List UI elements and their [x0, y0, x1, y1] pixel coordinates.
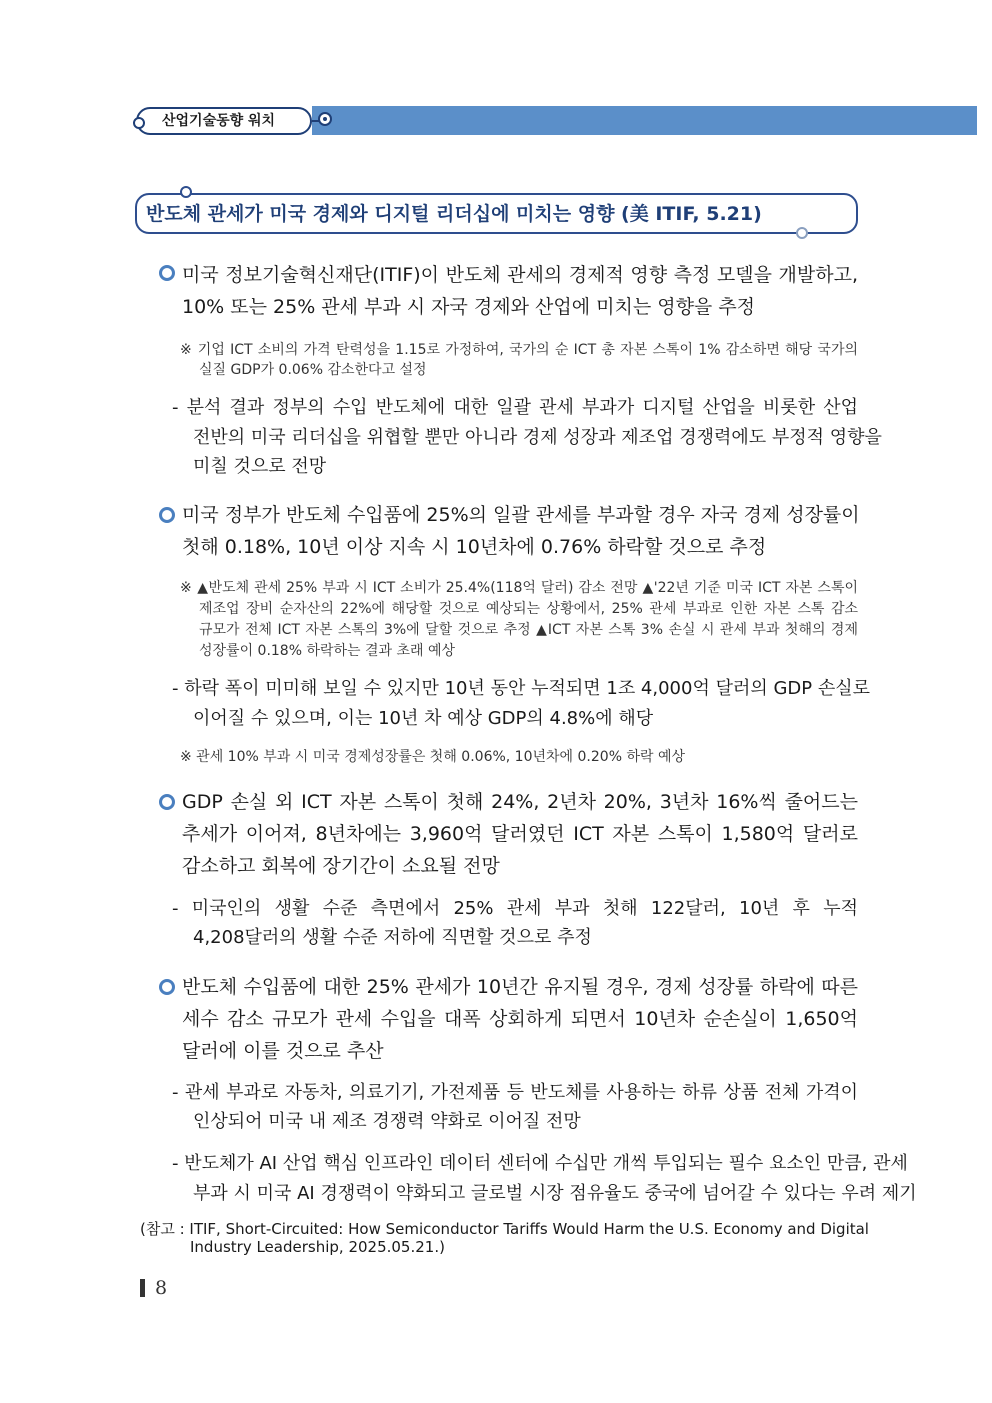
title-dot-top-icon — [180, 186, 192, 198]
page-marker — [140, 1279, 145, 1297]
note-line: ※ 기업 ICT 소비의 가격 탄력성을 1.15로 가정하여, 국가의 순 ICT 총 자본 스톡이 1% 감소하면 해당 국가의 — [180, 342, 858, 358]
sub-line: 미칠 것으로 전망 — [193, 456, 327, 477]
reference-line: (참고 : ITIF, Short-Circuited: How Semiconductor Tariffs Would Harm the U.S. Economy and Digital — [140, 1220, 869, 1238]
sub-line: - 미국인의 생활 수준 측면에서 25% 관세 부과 첫해 122달러, 10년 후 누적 — [172, 898, 858, 919]
note-line: 규모가 전체 ICT 자본 스톡의 3%에 달할 것으로 추정 ▲ICT 자본 스톡 3% 손실 시 관세 부과 첫해의 경제 — [199, 622, 858, 638]
note-line: ※ 관세 10% 부과 시 미국 경제성장률은 첫해 0.06%, 10년차에 0.20% 하락 예상 — [180, 749, 685, 765]
bullet-icon — [159, 507, 175, 523]
section-label — [136, 107, 312, 135]
main-text-line: 미국 정부가 반도체 수입품에 25%의 일괄 관세를 부과할 경우 자국 경제 성장률이 — [182, 504, 860, 526]
sub-line: 부과 시 미국 AI 경쟁력이 약화되고 글로벌 시장 점유율도 중국에 넘어갈 수 있다는 우려 제기 — [193, 1183, 917, 1204]
reference-line: Industry Leadership, 2025.05.21.) — [190, 1238, 445, 1256]
main-text-line: 첫해 0.18%, 10년 이상 지속 시 10년차에 0.76% 하락할 것으로 추정 — [182, 536, 767, 558]
sub-line: - 분석 결과 정부의 수입 반도체에 대한 일괄 관세 부과가 디지털 산업을 비롯한 산업 — [172, 397, 858, 418]
sub-line: 4,208달러의 생활 수준 저하에 직면할 것으로 추정 — [193, 927, 592, 948]
main-text-line: 반도체 수입품에 대한 25% 관세가 10년간 유지될 경우, 경제 성장률 하락에 따른 — [182, 976, 858, 998]
main-text-line: 감소하고 회복에 장기간이 소요될 전망 — [182, 855, 500, 877]
header-dot-icon — [133, 117, 145, 129]
sub-line: - 반도체가 AI 산업 핵심 인프라인 데이터 센터에 수십만 개씩 투입되는 필수 요소인 만큼, 관세 — [172, 1153, 908, 1174]
sub-line: 전반의 미국 리더십을 위협할 뿐만 아니라 경제 성장과 제조업 경쟁력에도 부정적 영향을 — [193, 427, 882, 448]
bullet-icon — [159, 979, 175, 995]
main-text-line: 추세가 이어져, 8년차에는 3,960억 달러였던 ICT 자본 스톡이 1,580억 달러로 — [182, 823, 858, 845]
note-line: 성장률이 0.18% 하락하는 결과 초래 예상 — [199, 643, 456, 659]
sub-line: 이어질 수 있으며, 이는 10년 차 예상 GDP의 4.8%에 해당 — [193, 708, 654, 729]
main-text-line: 미국 정보기술혁신재단(ITIF)이 반도체 관세의 경제적 영향 측정 모델을 개발하고, — [182, 264, 858, 286]
sub-line: - 하락 폭이 미미해 보일 수 있지만 10년 동안 누적되면 1조 4,000억 달러의 GDP 손실로 — [172, 678, 871, 699]
section-label-text: 산업기술동향 워치 — [162, 113, 276, 129]
bullet-icon — [159, 265, 175, 281]
title-dot-bottom-icon — [796, 227, 808, 239]
note-line: ※ ▲반도체 관세 25% 부과 시 ICT 소비가 25.4%(118억 달러) 감소 전망 ▲'22년 기준 미국 ICT 자본 스톡이 — [180, 580, 858, 596]
page-title: 반도체 관세가 미국 경제와 디지털 리더십에 미치는 영향 (美 ITIF, 5.21) — [146, 203, 762, 225]
bullet-icon — [159, 794, 175, 810]
page-number: 8 — [155, 1277, 168, 1299]
header-band — [312, 106, 977, 135]
main-text-line: 달러에 이를 것으로 추산 — [182, 1040, 384, 1062]
sub-line: 인상되어 미국 내 제조 경쟁력 약화로 이어질 전망 — [193, 1111, 581, 1132]
main-text-line: GDP 손실 외 ICT 자본 스톡이 첫해 24%, 2년차 20%, 3년차 16%씩 줄어드는 — [182, 791, 858, 813]
sub-line: - 관세 부과로 자동차, 의료기기, 가전제품 등 반도체를 사용하는 하류 상품 전체 가격이 — [172, 1082, 858, 1103]
note-line: 실질 GDP가 0.06% 감소한다고 설정 — [199, 362, 427, 378]
main-text-line: 세수 감소 규모가 관세 수입을 대폭 상회하게 되면서 10년차 순손실이 1,650억 — [182, 1008, 858, 1030]
header-circle-icon — [318, 112, 332, 126]
note-line: 제조업 장비 순자산의 22%에 해당할 것으로 예상되는 상황에서, 25% 관세 부과로 인한 자본 스톡 감소 — [199, 601, 858, 617]
main-text-line: 10% 또는 25% 관세 부과 시 자국 경제와 산업에 미치는 영향을 추정 — [182, 296, 756, 318]
